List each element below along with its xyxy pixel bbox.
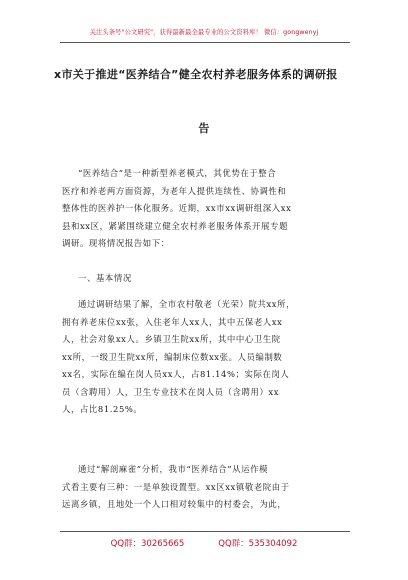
header-banner: 关注头条号"公文研究"，获得最新最全最专业的公文资料库！ 微信：gongwenyj xyxy=(89,29,319,36)
text-line: 通过“解剖麻雀”分析，我市“医养结合”从运作模 xyxy=(78,464,269,474)
footer-qq-group-1: QQ群：30265665 xyxy=(110,539,185,549)
footer-divider xyxy=(60,531,350,532)
intro-paragraph xyxy=(62,165,362,253)
basic-info-paragraph xyxy=(62,296,362,419)
section-heading xyxy=(62,270,362,288)
text-line: “医养结合”是一种新型养老模式，其优势在于整合 xyxy=(78,168,277,178)
text-line: 县和xx区，紧紧围绕建立健全农村养老服务体系开展专题 xyxy=(62,220,289,231)
text-line: 通过调研结果了解，全市农村敬老（光荣）院共xx所， xyxy=(78,299,296,309)
document-title-line-1: x市关于推进“医养结合”健全农村养老服务体系的调研报 xyxy=(54,68,338,81)
text-line: 人，占比81.25%。 xyxy=(62,404,143,414)
section-heading-text: 一、基本情况 xyxy=(78,273,132,283)
text-line: 远离乡镇，且地处一个人口相对较集中的村委会，为此， xyxy=(62,499,287,509)
text-line: 员（含聘用）人，卫生专业技术在岗人员（含聘用）xx xyxy=(62,386,280,397)
text-line: 调研。现将情况报告如下： xyxy=(62,238,170,248)
text-line: 拥有养老床位xx张，入住老年人xx人，其中五保老人xx xyxy=(62,316,283,327)
footer-qq-group-2: QQ群：535304092 xyxy=(218,539,298,549)
footer-contact xyxy=(0,537,408,549)
text-line: xx所，一级卫生院xx所，编制床位数xx张。人员编制数 xyxy=(62,351,283,362)
document-title-line-2: 告 xyxy=(198,122,210,135)
text-line: 整体性的医养护一体化服务。近期，xx市xx调研组深入xx xyxy=(62,203,292,213)
text-line: 人，社会对象xx人。乡镇卫生院xx所，其中中心卫生院 xyxy=(62,334,281,344)
analysis-paragraph xyxy=(62,461,362,514)
header-divider xyxy=(60,42,350,43)
text-line: 式看主要有三种：一是单独设置型。xx区xx镇敬老院由于 xyxy=(62,481,290,492)
text-line: 医疗和养老两方面资源，为老年人提供连续性、协调性和 xyxy=(62,185,287,196)
text-line: xx名，实际在编在岗人员xx人，占81.14%；实际在岗人 xyxy=(62,369,290,379)
